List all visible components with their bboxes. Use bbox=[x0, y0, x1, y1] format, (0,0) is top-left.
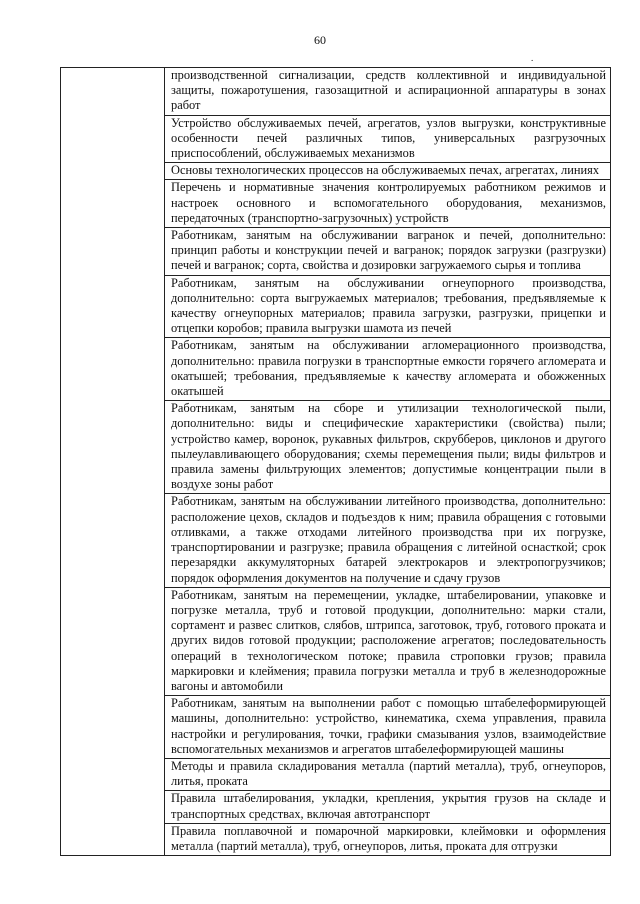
knowledge-cell: Работникам, занятым на обслуживании вагранок и печей, дополнительно: принцип работы и конструкции печей и вагранок; порядок загрузки (разгрузки) печей и вагранок; сорта, свойства и дозировки загружаемого сырья и топлива bbox=[165, 228, 611, 276]
knowledge-cell: Работникам, занятым на выполнении работ с помощью штабелеформирующей машины, дополнительно: устройство, кинематика, схема управления, правила настройки и регулирования, точки, графики смазывания узлов, взаимодействие вспомогательных механизмов и агрегатов штабелеформирующей машины bbox=[165, 696, 611, 759]
page-number: 60 bbox=[314, 33, 326, 47]
knowledge-cell: Устройство обслуживаемых печей, агрегатов, узлов выгрузки, конструктивные особенности печей различных типов, универсальных разгрузочных приспособлений, обслуживаемых механизмов bbox=[165, 115, 611, 163]
knowledge-cell: Правила штабелирования, укладки, крепления, укрытия грузов на складе и транспортных средствах, включая автотранспорт bbox=[165, 791, 611, 823]
knowledge-cell: Работникам, занятым на обслуживании огнеупорного производства, дополнительно: сорта выгружаемых материалов; требования, предъявляемые к качеству огнеупорных материалов; правила загрузки, разгрузки, прицепки и отцепки коробов; правила выгрузки шамота из печей bbox=[165, 275, 611, 338]
knowledge-cell: Основы технологических процессов на обслуживаемых печах, агрегатах, линиях bbox=[165, 163, 611, 180]
knowledge-cell: Методы и правила складирования металла (партий металла), труб, огнеупоров, литья, проката bbox=[165, 758, 611, 790]
corner-mark: . bbox=[531, 53, 534, 63]
knowledge-cell: Работникам, занятым на перемещении, укладке, штабелировании, упаковке и погрузке металла, труб и готовой продукции, дополнительно: марки стали, сортамент и развес слитков, слябов, штрипса, заготовок, труб, готового проката и других видов готовой продукции; расположение агрегатов; последовательность операций в технологическом потоке; правила строповки грузов; правила маркировки и клеймения; правила погрузки металла и труб в железнодорожные вагоны и автомобили bbox=[165, 587, 611, 695]
requirements-table bbox=[60, 67, 611, 856]
knowledge-cell: Работникам, занятым на сборе и утилизации технологической пыли, дополнительно: виды и специфические характеристики (свойства) пыли; устройство камер, воронок, рукавных фильтров, скрубберов, циклонов и другого пылеулавливающего оборудования; схемы перемещения пыли; виды фильтров и правила замены фильтрующих элементов; допустимые концентрации пыли в воздухе зоны работ bbox=[165, 401, 611, 494]
table-row bbox=[61, 68, 611, 116]
knowledge-cell: Правила поплавочной и помарочной маркировки, клеймовки и оформления металла (партий металла), труб, огнеупоров, литья, проката для отгрузки bbox=[165, 823, 611, 855]
knowledge-cell: производственной сигнализации, средств коллективной и индивидуальной защиты, пожаротушения, газозащитной и аспирационной аппаратуры в зонах работ bbox=[165, 68, 611, 116]
knowledge-cell: Работникам, занятым на обслуживании литейного производства, дополнительно: расположение цехов, складов и подъездов к ним; правила обращения с готовыми отливками, а также отходами литейного производства при их погрузке, транспортировании и разгрузке; правила обращения с литейной оснасткой; срок перезарядки аккумуляторных батарей электрокаров и электропогрузчиков; порядок оформления документов на получение и сдачу грузов bbox=[165, 494, 611, 587]
knowledge-cell: Перечень и нормативные значения контролируемых работником режимов и настроек основного и вспомогательного оборудования, механизмов, передаточных (транспортно-загрузочных) устройств bbox=[165, 180, 611, 228]
knowledge-cell: Работникам, занятым на обслуживании агломерационного производства, дополнительно: правила погрузки в транспортные емкости горячего агломерата и окатышей; требования, предъявляемые к качеству агломерата и обожженных окатышей bbox=[165, 338, 611, 401]
label-cell bbox=[61, 68, 165, 856]
